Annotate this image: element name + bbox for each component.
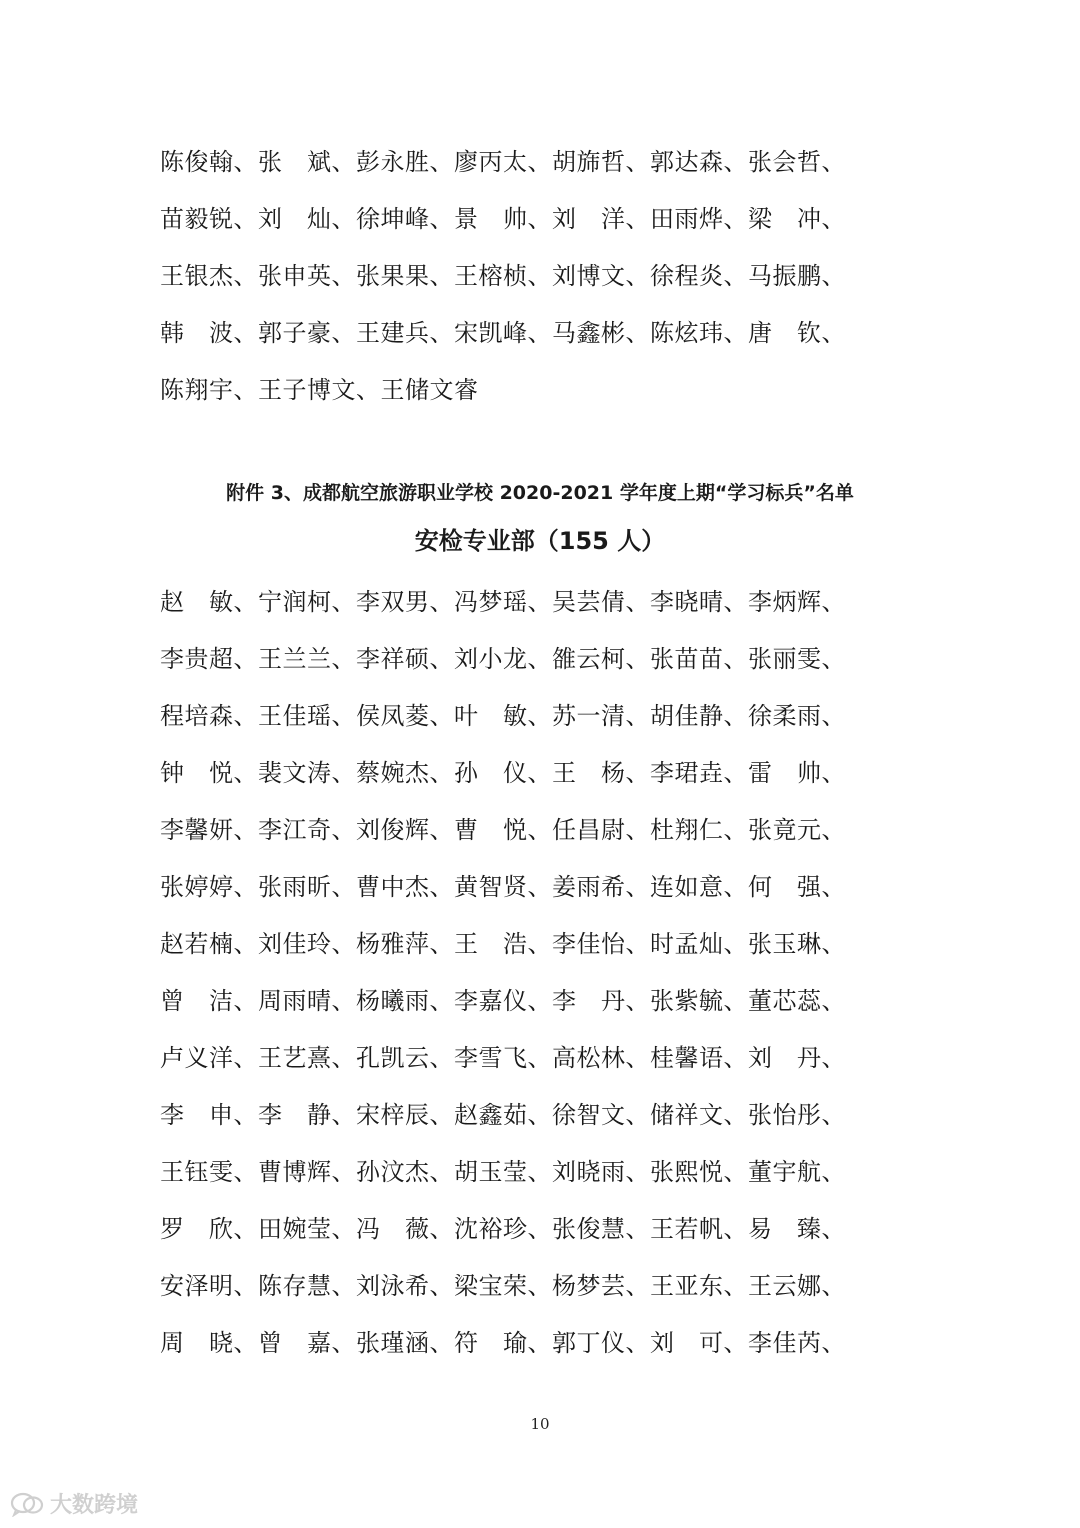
- department-title: 安检专业部（155 人）: [414, 527, 666, 555]
- name-line: 钟 悦、裴文涛、蔡婉杰、孙 仪、王 杨、李珺垚、雷 帅、: [160, 759, 846, 787]
- name-line: 安泽明、陈存慧、刘泳希、梁宝荣、杨梦芸、王亚东、王云娜、: [160, 1272, 846, 1300]
- name-line: 李 申、李 静、宋梓辰、赵鑫茹、徐智文、储祥文、张怡彤、: [160, 1101, 846, 1129]
- watermark: [10, 1488, 138, 1519]
- name-line: 赵若楠、刘佳玲、杨雅萍、王 浩、李佳怡、时孟灿、张玉琳、: [160, 930, 846, 958]
- name-line: 张婷婷、张雨昕、曹中杰、黄智贤、姜雨希、连如意、何 强、: [160, 873, 846, 901]
- page-number: 10: [530, 1415, 550, 1433]
- attachment-title: 附件 3、成都航空旅游职业学校 2020-2021 学年度上期“学习标兵”名单: [226, 482, 854, 504]
- top-name-list: [160, 146, 880, 431]
- name-line: 曾 洁、周雨晴、杨曦雨、李嘉仪、李 丹、张紫毓、董芯蕊、: [160, 987, 846, 1015]
- name-line: 周 晓、曾 嘉、张瑾涵、符 瑜、郭丁仪、刘 可、李佳芮、: [160, 1329, 846, 1357]
- name-line: 李贵超、王兰兰、李祥硕、刘小龙、雒云柯、张苗苗、张丽雯、: [160, 645, 846, 673]
- name-line: 赵 敏、宁润柯、李双男、冯梦瑶、吴芸倩、李晓晴、李炳辉、: [160, 588, 846, 616]
- name-line: 韩 波、郭子豪、王建兵、宋凯峰、马鑫彬、陈炫玮、唐 钦、: [160, 319, 846, 347]
- name-line: 苗毅锐、刘 灿、徐坤峰、景 帅、刘 洋、田雨烨、梁 冲、: [160, 205, 846, 233]
- name-line: 程培森、王佳瑶、侯凤菱、叶 敏、苏一清、胡佳静、徐柔雨、: [160, 702, 846, 730]
- name-line: 罗 欣、田婉莹、冯 薇、沈裕珍、张俊慧、王若帆、易 臻、: [160, 1215, 846, 1243]
- name-line: 卢义洋、王艺熹、孔凯云、李雪飞、高松林、桂馨语、刘 丹、: [160, 1044, 846, 1072]
- name-line: 李馨妍、李江奇、刘俊辉、曹 悦、任昌尉、杜翔仁、张竟元、: [160, 816, 846, 844]
- chat-bubble-logo-icon: [10, 1491, 44, 1517]
- name-line: 王钰雯、曹博辉、孙汶杰、胡玉莹、刘晓雨、张熙悦、董宇航、: [160, 1158, 846, 1186]
- name-line: 王银杰、张申英、张果果、王榕桢、刘博文、徐程炎、马振鹏、: [160, 262, 846, 290]
- watermark-text: 大数跨境: [50, 1493, 139, 1518]
- name-line: 陈翔宇、王子博文、王储文睿: [160, 376, 479, 404]
- name-line: 陈俊翰、张 斌、彭永胜、廖丙太、胡旆哲、郭达森、张会哲、: [160, 148, 846, 176]
- department-name-list: [160, 586, 880, 1384]
